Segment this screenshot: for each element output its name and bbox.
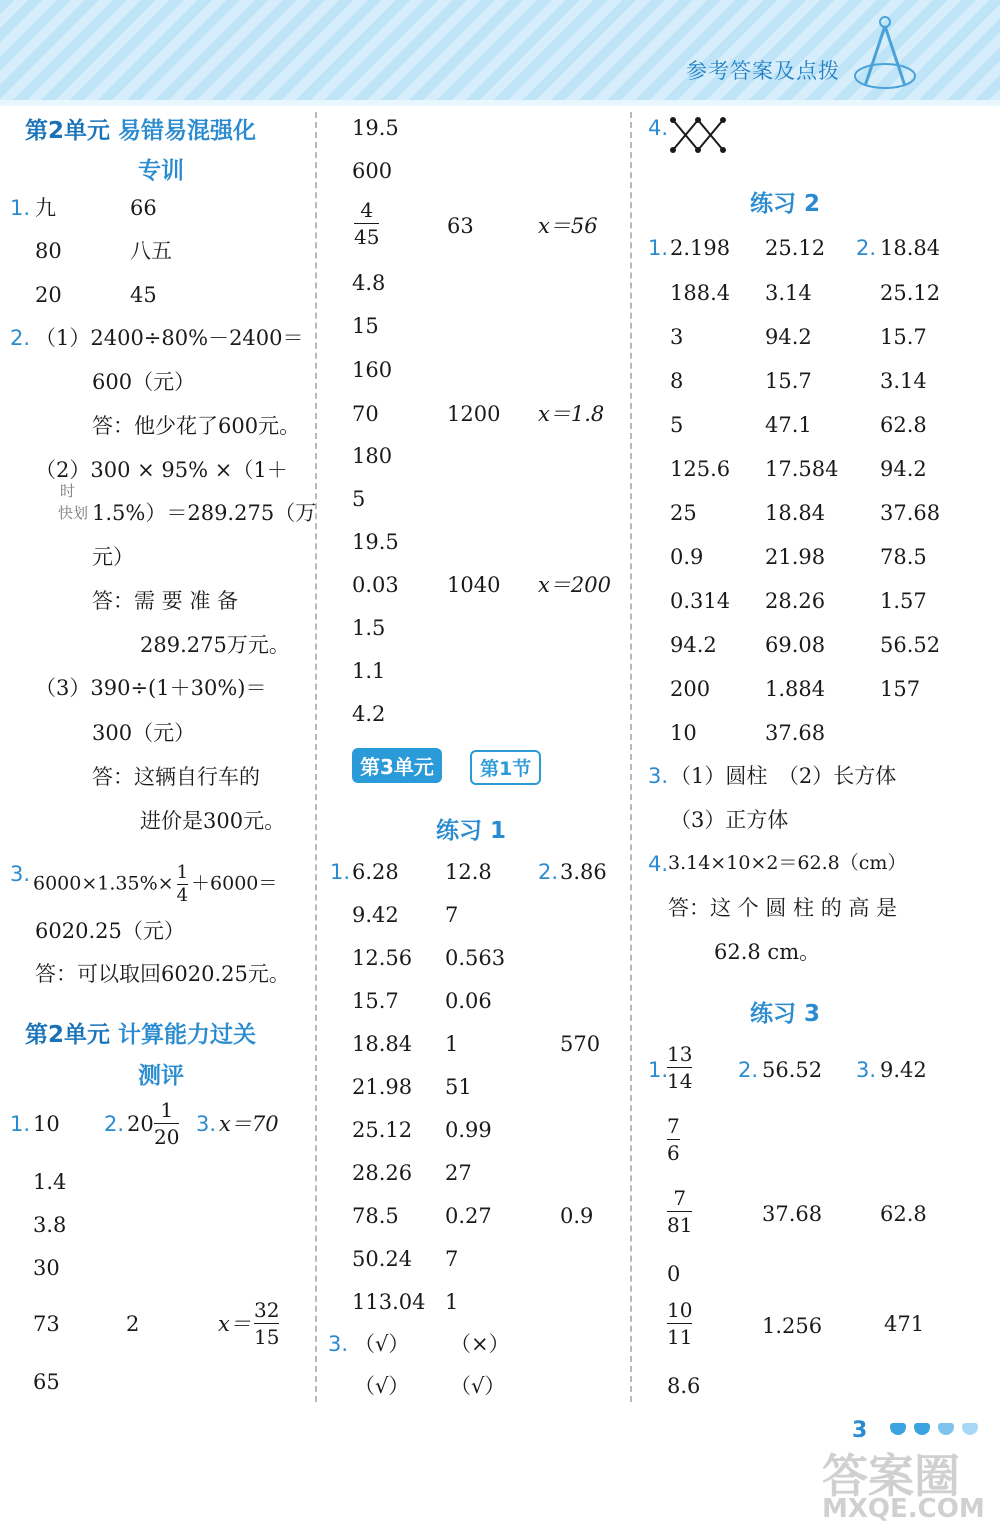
- header-title: 参考答案及点拨: [686, 59, 840, 83]
- decoration-icon: [890, 1423, 906, 1435]
- answer: 9.42: [352, 903, 399, 927]
- section-badge: 第1节: [470, 750, 541, 785]
- answer: 94.2: [765, 325, 812, 349]
- question-number: 3.: [328, 1332, 349, 1356]
- answer: 66: [130, 196, 157, 220]
- answer: 0.563: [445, 946, 506, 970]
- answer: 1.57: [880, 589, 927, 613]
- exercise-title: 练习 1: [436, 818, 507, 844]
- answer: 2: [126, 1312, 140, 1336]
- answer: 0.314: [670, 589, 731, 613]
- answer: x＝: [218, 1312, 251, 1336]
- question-number: 1.: [10, 1112, 31, 1136]
- answer: 4.2: [352, 702, 386, 726]
- answer: 56.52: [880, 633, 941, 657]
- page-number: 3: [852, 1418, 868, 1443]
- fraction: 13 14: [667, 1042, 693, 1093]
- answer: 0.06: [445, 989, 492, 1013]
- answer: 八五: [130, 239, 172, 263]
- answer: （√）: [450, 1374, 506, 1398]
- question-number: 1.: [648, 236, 669, 260]
- answer: x＝70: [219, 1112, 279, 1136]
- fraction: 10 11: [667, 1298, 693, 1349]
- answer: 1.1: [352, 659, 386, 683]
- answer-line: 1.5%）＝289.275（万: [92, 501, 317, 525]
- answer: 65: [33, 1370, 60, 1394]
- answer: 125.6: [670, 457, 731, 481]
- answer: 80: [35, 239, 62, 263]
- answer: 56.52: [762, 1058, 823, 1082]
- answer: 45: [130, 283, 157, 307]
- answer: 10: [670, 721, 697, 745]
- answer-line: 答：这辆自行车的: [92, 765, 260, 789]
- answer: 15.7: [352, 989, 399, 1013]
- answer: 78.5: [880, 545, 927, 569]
- answer: x＝1.8: [538, 402, 605, 426]
- answer: 27: [445, 1161, 472, 1185]
- fraction: 4 45: [354, 198, 380, 249]
- section-title-cont: 测评: [138, 1063, 184, 1089]
- unit-badge: 第3单元: [352, 748, 442, 783]
- answer-line: 3.14×10×2＝62.8（cm）: [668, 852, 907, 874]
- answer: 1200: [447, 402, 501, 426]
- fraction: 7 6: [667, 1114, 680, 1165]
- answer: 1: [445, 1290, 459, 1314]
- answer: 20: [35, 283, 62, 307]
- answer: 0.9: [670, 545, 704, 569]
- answer: 69.08: [765, 633, 826, 657]
- answer: 0.03: [352, 573, 399, 597]
- answer: 25.12: [880, 281, 941, 305]
- answer: 113.04: [352, 1290, 426, 1314]
- fraction: 7 81: [667, 1186, 693, 1237]
- answer: 180: [352, 444, 393, 468]
- answer: 51: [445, 1075, 472, 1099]
- matching-lines-diagram: [668, 115, 728, 155]
- compass-icon: [850, 14, 920, 94]
- answer: 25.12: [765, 236, 826, 260]
- answer: 200: [670, 677, 711, 701]
- question-number: 2.: [738, 1058, 759, 1082]
- answer: 9.42: [880, 1058, 927, 1082]
- answer: 1.256: [762, 1314, 823, 1338]
- answer: 18.84: [880, 236, 941, 260]
- answer-line: 300（元）: [92, 721, 196, 745]
- answer: 8: [670, 369, 684, 393]
- answer: 30: [33, 1256, 60, 1280]
- answer: 63: [447, 214, 474, 238]
- answer: 62.8: [880, 413, 927, 437]
- answer: 94.2: [670, 633, 717, 657]
- answer: 0.9: [560, 1204, 594, 1228]
- answer: 1040: [447, 573, 501, 597]
- answer: 78.5: [352, 1204, 399, 1228]
- section-title-cont: 专训: [138, 158, 184, 184]
- answer: （√）: [354, 1332, 410, 1356]
- answer-line: （2）300 × 95% ×（1＋: [35, 458, 288, 482]
- answer: 160: [352, 358, 393, 382]
- answer: 62.8: [880, 1202, 927, 1226]
- answer-line: （1）圆柱 （2）长方体: [670, 764, 897, 788]
- answer-line: 6000×1.35%× $\frac{1}{4}$ ＋6000＝: [33, 862, 278, 906]
- answer: 570: [560, 1032, 601, 1056]
- answer-line: 答：这 个 圆 柱 的 高 是: [668, 896, 898, 920]
- answer: 5: [670, 413, 684, 437]
- page-header: [0, 0, 1000, 106]
- question-number: 3.: [196, 1112, 217, 1136]
- answer: 37.68: [880, 501, 941, 525]
- answer-line: 6020.25（元）: [35, 919, 185, 943]
- answer-line: 元）: [92, 545, 134, 569]
- answer: 19.5: [352, 530, 399, 554]
- answer: 15: [352, 314, 379, 338]
- answer: x＝200: [538, 573, 611, 597]
- answer: 12.56: [352, 946, 413, 970]
- answer: 37.68: [765, 721, 826, 745]
- answer: 3.14: [880, 369, 927, 393]
- answer-line: 600（元）: [92, 370, 196, 394]
- answer: 1.5: [352, 616, 386, 640]
- decoration-icon: [914, 1423, 930, 1435]
- answer: 0.27: [445, 1204, 492, 1228]
- answer: 20: [127, 1112, 154, 1136]
- answer-line: 289.275万元。: [140, 633, 290, 657]
- answer: 6.28: [352, 860, 399, 884]
- answer: 25: [670, 501, 697, 525]
- answer: 21.98: [352, 1075, 413, 1099]
- answer: 3.86: [560, 860, 607, 884]
- answer: 70: [352, 402, 379, 426]
- answer-line: 进价是300元。: [140, 809, 286, 833]
- question-number: 2.: [10, 326, 31, 350]
- answer: 12.8: [445, 860, 492, 884]
- answer: 0.99: [445, 1118, 492, 1142]
- question-number: 1.: [10, 196, 31, 220]
- answer: 10: [33, 1112, 60, 1136]
- answer: x＝56: [538, 214, 598, 238]
- answer: 2.198: [670, 236, 731, 260]
- question-number: 3.: [10, 862, 31, 886]
- answer-line: （1）2400÷80%－2400＝: [35, 326, 304, 350]
- answer: 94.2: [880, 457, 927, 481]
- answer: 18.84: [352, 1032, 413, 1056]
- question-number: 1.: [330, 860, 351, 884]
- answer: 7: [445, 1247, 459, 1271]
- answer: 1: [445, 1032, 459, 1056]
- answer: 15.7: [765, 369, 812, 393]
- answer: 47.1: [765, 413, 812, 437]
- answer: 1.4: [33, 1170, 67, 1194]
- answer-line: （3）正方体: [670, 808, 789, 832]
- answer: 37.68: [762, 1202, 823, 1226]
- answer: 15.7: [880, 325, 927, 349]
- answer: 471: [884, 1312, 925, 1336]
- question-number: 3.: [856, 1058, 877, 1082]
- answer-line: 答：需 要 准 备: [92, 589, 239, 613]
- answer: （×）: [450, 1332, 510, 1356]
- answer-line: 答：可以取回6020.25元。: [35, 962, 290, 986]
- answer: 600: [352, 159, 393, 183]
- answer: 7: [445, 903, 459, 927]
- section-title: 第2单元 计算能力过关: [25, 1022, 257, 1048]
- decoration-icon: [938, 1423, 954, 1435]
- answer: 5: [352, 487, 366, 511]
- answer: 3: [670, 325, 684, 349]
- answer: 1.884: [765, 677, 826, 701]
- exercise-title: 练习 2: [750, 191, 821, 217]
- question-number: 2.: [856, 236, 877, 260]
- answer: 18.84: [765, 501, 826, 525]
- question-number: 2.: [538, 860, 559, 884]
- answer-line: 答：他少花了600元。: [92, 414, 301, 438]
- column-divider: [630, 112, 632, 1402]
- decoration-icon: [962, 1423, 978, 1435]
- answer: 188.4: [670, 281, 731, 305]
- question-number: 2.: [104, 1112, 125, 1136]
- question-number: 4.: [648, 116, 669, 140]
- pencil-mark: 快划: [58, 504, 89, 522]
- answer: 21.98: [765, 545, 826, 569]
- answer: 25.12: [352, 1118, 413, 1142]
- answer: 28.26: [765, 589, 826, 613]
- answer: 19.5: [352, 116, 399, 140]
- pencil-mark: 时: [60, 482, 76, 500]
- answer: 8.6: [667, 1374, 701, 1398]
- answer-line: 62.8 cm。: [714, 940, 821, 964]
- answer-line: （3）390÷(1＋30%)＝: [35, 676, 267, 700]
- answer: 3.8: [33, 1213, 67, 1237]
- exercise-title: 练习 3: [750, 1001, 821, 1027]
- answer: 50.24: [352, 1247, 413, 1271]
- watermark: 答案圈: [822, 1449, 960, 1503]
- answer: 3.14: [765, 281, 812, 305]
- answer: 0: [667, 1262, 681, 1286]
- answer: （√）: [354, 1374, 410, 1398]
- answer: 28.26: [352, 1161, 413, 1185]
- column-divider: [315, 112, 317, 1402]
- section-title: 第2单元 易错易混强化: [25, 118, 257, 144]
- answer: 4.8: [352, 271, 386, 295]
- fraction: 32 15: [254, 1298, 280, 1349]
- answer: 17.584: [765, 457, 839, 481]
- answer: 九: [35, 196, 56, 220]
- answer: 73: [33, 1312, 60, 1336]
- watermark: MXQE.COM: [822, 1494, 985, 1524]
- answer: 157: [880, 677, 921, 701]
- question-number: 4.: [648, 852, 669, 876]
- fraction: 1 20: [154, 1098, 180, 1149]
- question-number: 1.: [648, 1058, 669, 1082]
- question-number: 3.: [648, 764, 669, 788]
